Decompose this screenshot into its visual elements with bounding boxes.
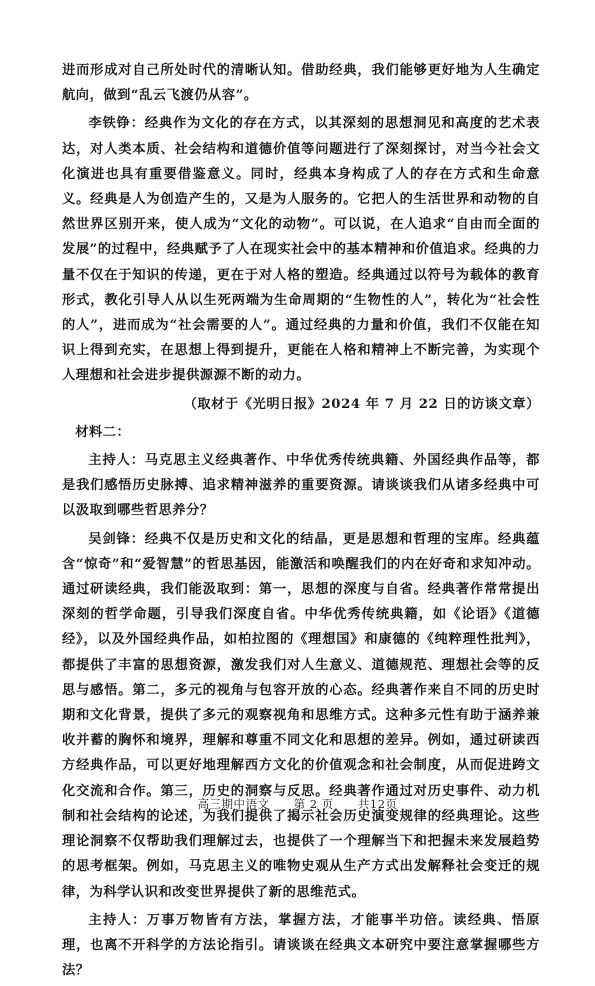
source-citation: （取材于《光明日报》2024 年 7 月 22 日的访谈文章） bbox=[183, 396, 540, 412]
paragraph-li-tiezheng: 李铁铮：经典作为文化的存在方式，以其深刻的思想洞见和高度的艺术表达，对人类本质、社会结构和道德价值等问题进行了深刻探讨，对当今社会文化演进也具有重要借鉴意义。同时，经典本身构成了人的存在方式和生命意义。经典是人为创造产生的，又是为人服务的。它把人的生活世界和动物的自然世界区别开来，使人成为“文化的动物”。可以说，在人追求“自由而全面的发展”的过程中，经典赋予了人在现实社会中的基本精神和价值追求。经典的力量不仅在于知识的传递，更在于对人格的塑造。经典通过以符号为载体的教育形式，教化引导人从以生死两端为生命周期的“生物性的人”，转化为“社会性的人”，进而成为“社会需要的人”。通过经典的力量和价值，我们不仅能在知识上得到充实，在思想上得到提升，更能在人格和精神上不断完善，为实现个人理想和社会进步提供源源不断的动力。 bbox=[62, 116, 540, 384]
paragraph-wu-jianfeng: 吴剑锋：经典不仅是历史和文化的结晶，更是思想和哲理的宝库。经典蕴含“惊奇”和“爱智慧”的哲思基因，能激活和唤醒我们的内在好奇和求知冲动。通过研读经典，我们能汲取到：第一，思想的深度与自省。经典著作常常提出深刻的哲学命题，引导我们深度自省。中华优秀传统典籍，如《论语》《道德经》，以及外国经典作品，如柏拉图的《理想国》和康德的《纯粹理性批判》，都提供了丰富的思想资源，激发我们对人生意义、道德规范、理想社会等的反思与感悟。第二，多元的视角与包容开放的心态。经典著作来自不同的历史时期和文化背景，提供了多元的观察视角和思维方式。这种多元性有助于涵养兼收并蓄的胸怀和境界，理解和尊重不同文化和思想的差异。例如，通过研读西方经典作品，可以更好地理解西方文化的价值观念和社会制度，从而促进跨文化交流和合作。第三，历史的洞察与反思。经典著作通过对历史事件、动力机制和社会结构的论述，为我们提供了揭示社会历史演变规律的经典理论。这些理论洞察不仅帮助我们理解过去，也提供了一个理解当下和把握未来发展趋势的思考框架。例如，马克思主义的唯物史观从生产方式出发解释社会变迁的规律，为科学认识和改变世界提供了新的思维范式。 bbox=[62, 531, 540, 900]
footer-total-pages: 共12页 bbox=[357, 797, 398, 811]
paragraph-host-question-2: 主持人：万事万物皆有方法，掌握方法，才能事半功倍。读经典、悟原理，也离不开科学的方法论指引。请谈谈在经典文本研究中要注意掌握哪些方法？ bbox=[62, 912, 540, 979]
footer-page-number: 第 2 页 bbox=[293, 797, 334, 811]
footer-subject: 高三期中语文 bbox=[197, 797, 270, 811]
document-body bbox=[62, 58, 540, 986]
paragraph-continuation: 进而形成对自己所处时代的清晰认知。借助经典，我们能够更好地为人生确定航向，做到“乱云飞渡仍从容”。 bbox=[62, 63, 540, 104]
page-footer bbox=[0, 796, 595, 812]
material-two-heading: 材料二： bbox=[75, 424, 131, 440]
paragraph-host-question-1: 主持人：马克思主义经典著作、中华优秀传统典籍、外国经典作品等，都是我们感悟历史脉搏、追求精神滋养的重要资源。请谈谈我们从诸多经典中可以汲取到哪些哲思养分？ bbox=[62, 453, 540, 519]
